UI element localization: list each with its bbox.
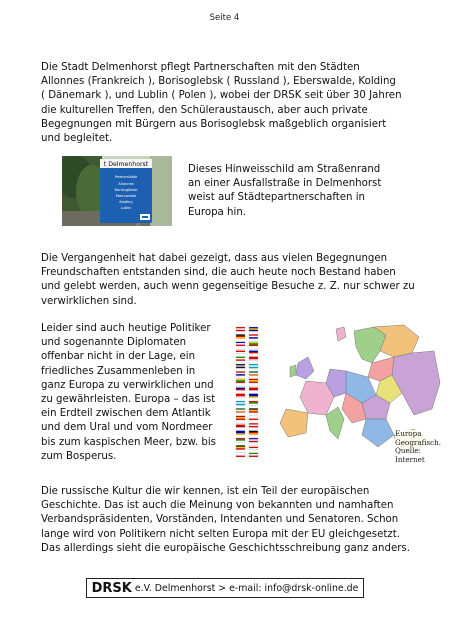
- text-line: an einer Ausfallstraße in Delmenhorst: [188, 178, 382, 190]
- road-sign-photo: [62, 156, 172, 226]
- paragraph-partnerships: [41, 61, 433, 146]
- paragraph-sign-caption: [188, 163, 418, 220]
- text-line: ganz Europa zu verwirklichen und: [41, 379, 214, 391]
- text-line: friedliches Zusammenleben in: [41, 365, 196, 377]
- text-line: ein Erdteil zwischen dem Atlantik: [41, 408, 211, 420]
- text-line: Begegnungen mit Bürgern aus Borisoglebsk maßgeblich organisiert: [41, 118, 387, 130]
- sign-line: Lublin: [120, 206, 132, 210]
- text-line: Leider sind auch heutige Politiker: [41, 323, 211, 334]
- text-line: zu gewährleisten. Europa – das ist: [41, 394, 216, 406]
- page-number: Seite 4: [209, 13, 240, 23]
- text-line: und sogenannte Diplomaten: [41, 337, 187, 349]
- text-line: Allonnes (Frankreich ), Borisoglebsk ( Russland ), Eberswalde, Kolding: [41, 76, 396, 88]
- paragraph-europe: [41, 322, 224, 464]
- caption-line: Geografisch.: [395, 437, 442, 447]
- sign-line: Partnerstädte: [114, 175, 138, 179]
- sign-line: Kolding: [119, 200, 133, 204]
- text-line: verwirklichen sind.: [41, 295, 137, 307]
- text-line: Die Stadt Delmenhorst pflegt Partnerschaften mit den Städten: [41, 62, 360, 73]
- text-line: Geschichte. Das ist auch die Meinung von bekannten und namhaften: [41, 500, 394, 512]
- text-line: Die russische Kultur die wir kennen, ist ein Teil der europäischen: [41, 486, 370, 497]
- text-line: Dieses Hinweisschild am Straßenrand: [188, 164, 381, 175]
- text-line: weist auf Städtepartnerschaften in: [188, 192, 365, 204]
- text-line: Europa hin.: [188, 206, 247, 218]
- sign-line: Allonnes: [118, 182, 134, 186]
- text-line: ( Dänemark ), und Lublin ( Polen ), wobei der DRSK seit über 30 Jahren: [41, 90, 402, 102]
- text-line: Die Vergangenheit hat dabei gezeigt, dass aus vielen Begegnungen: [41, 253, 388, 264]
- sign-line: Borisoglebsk: [114, 188, 138, 192]
- caption-line: Europa: [395, 429, 422, 438]
- text-line: Freundschaften entstanden sind, die auch heute noch Bestand haben: [41, 267, 396, 279]
- map-caption: [395, 430, 449, 464]
- text-line: Das allerdings sieht die europäische Geschichtsschreibung ganz anders.: [41, 542, 410, 554]
- text-line: offenbar nicht in der Lage, ein: [41, 351, 196, 363]
- footer-text[interactable]: e.V. Delmenhorst > e-mail: info@drsk-online.de: [134, 582, 359, 594]
- text-line: lange wird von Politikern nicht selten Europa mit der EU gleichgesetzt.: [41, 528, 400, 540]
- sign-header: t Delmenhorst: [103, 161, 149, 168]
- sign-line: Eberswalde: [115, 194, 137, 198]
- text-line: bis zum kaspischen Meer, bzw. bis: [41, 436, 216, 448]
- paragraph-russian-culture: [41, 485, 436, 556]
- text-line: Verbandspräsidenten, Vorständen, Intendanten und Senatoren. Schon: [41, 514, 399, 526]
- text-line: zum Bosperus.: [41, 450, 117, 462]
- text-line: und dem Ural und vom Nordmeer: [41, 422, 213, 434]
- footer-contact-box: [86, 578, 364, 598]
- footer-brand: DRSK: [91, 580, 132, 596]
- text-line: und gelebt werden, auch wenn gegenseitige Besuche z. Z. nur schwer zu: [41, 281, 415, 293]
- road-sign-image: [62, 156, 172, 226]
- text-line: und begleitet.: [41, 133, 113, 145]
- paragraph-friendships: [41, 252, 436, 309]
- caption-line: Quelle: Internet: [395, 446, 425, 464]
- text-line: die kulturellen Treffen, den Schüleraustausch, aber auch private: [41, 104, 368, 116]
